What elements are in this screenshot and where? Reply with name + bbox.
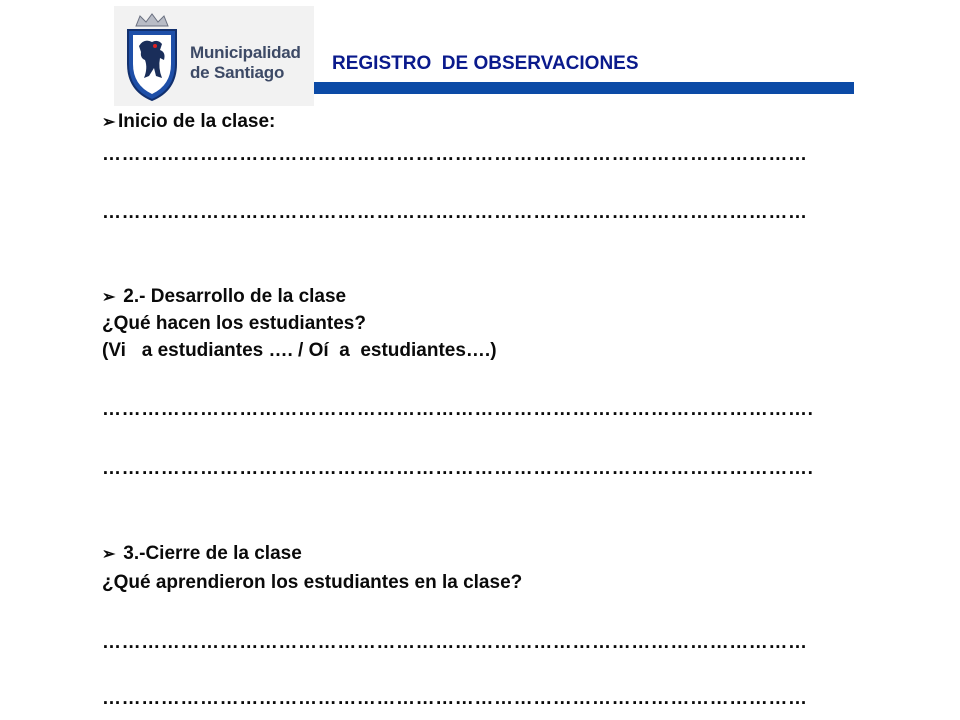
municipality-logo	[114, 6, 314, 106]
arrow-bullet-icon: ➢	[102, 114, 116, 131]
answer-line: ………………………………………………………………………………………………	[102, 633, 808, 652]
coat-of-arms-icon	[114, 6, 190, 106]
title-accent-bar	[314, 82, 854, 94]
section-desarrollo-question: ¿Qué hacen los estudiantes?	[102, 313, 366, 334]
logo-text-line2: de Santiago	[190, 63, 285, 82]
arrow-bullet-icon: ➢	[102, 289, 116, 306]
section-desarrollo-hint: (Vi a estudiantes …. / Oí a estudiantes….)	[102, 340, 497, 361]
section-desarrollo-heading-text: 2.- Desarrollo de la clase	[118, 286, 347, 307]
arrow-bullet-icon: ➢	[102, 546, 116, 563]
document-title: REGISTRO DE OBSERVACIONES	[332, 53, 639, 74]
section-inicio-heading	[102, 112, 275, 131]
section-cierre-heading-text: 3.-Cierre de la clase	[118, 543, 302, 564]
answer-line: ……………………………………………………………………………………………….	[102, 459, 814, 478]
section-inicio-heading-text: Inicio de la clase:	[118, 111, 276, 132]
section-desarrollo-heading	[102, 287, 346, 306]
section-cierre-heading	[102, 544, 302, 563]
answer-line: ……………………………………………………………………………………………….	[102, 400, 814, 419]
answer-line: ………………………………………………………………………………………………	[102, 145, 808, 164]
logo-text-line1: Municipalidad	[190, 43, 301, 62]
section-cierre-question: ¿Qué aprendieron los estudiantes en la clase?	[102, 572, 523, 593]
answer-line: ………………………………………………………………………………………………	[102, 689, 808, 708]
answer-line: ………………………………………………………………………………………………	[102, 203, 808, 222]
